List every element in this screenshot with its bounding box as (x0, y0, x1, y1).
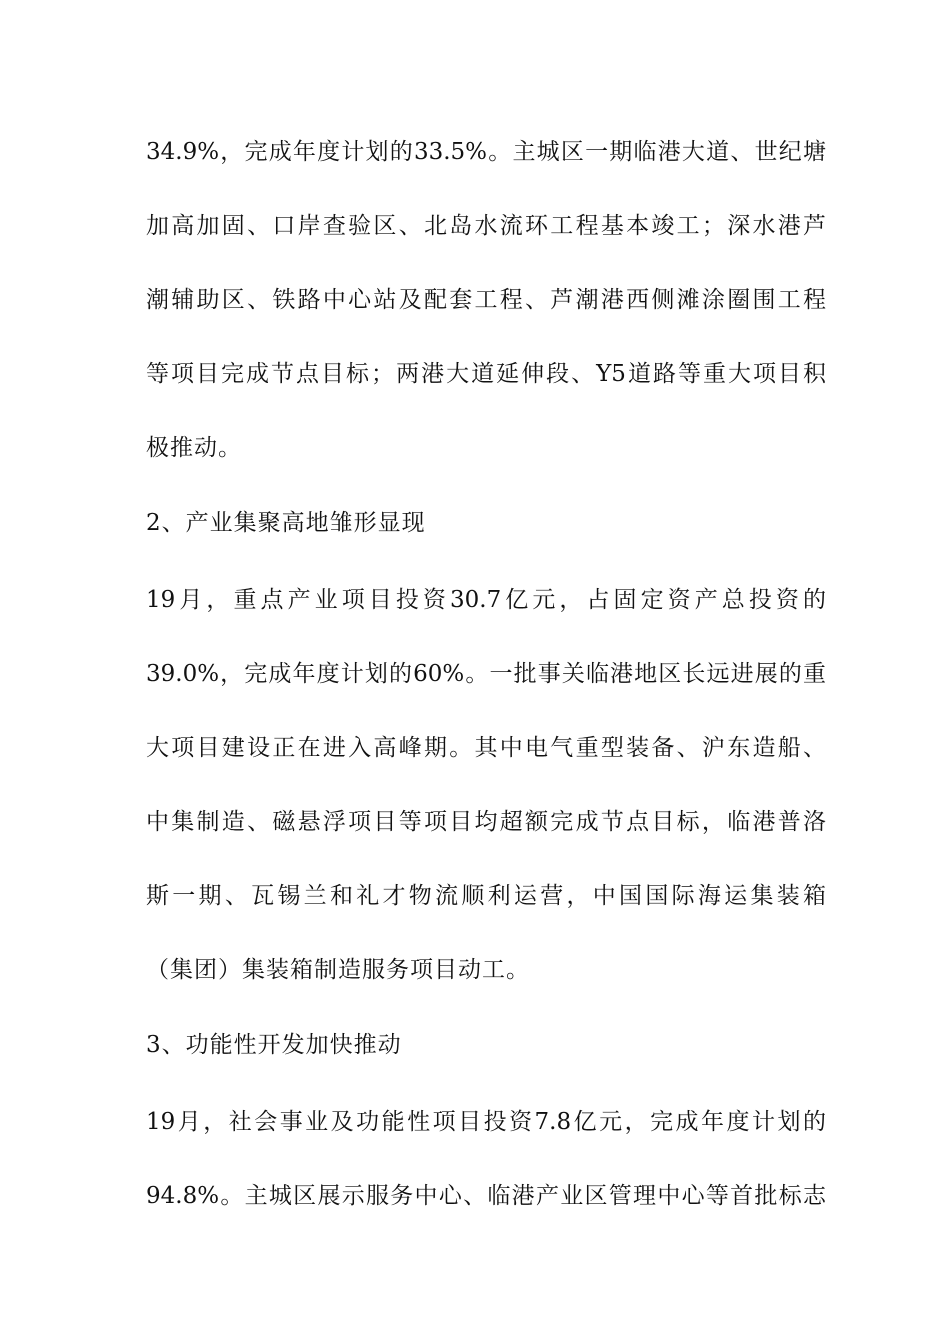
text-line: 94.8%。主城区展示服务中心、临港产业区管理中心等首批标志 (146, 1183, 826, 1209)
text-line: 斯一期、瓦锡兰和礼才物流顺利运营，中国国际海运集装箱 (146, 883, 826, 909)
section-heading: 2、产业集聚高地雏形显现 (146, 510, 426, 536)
text-line: 大项目建设正在进入高峰期。其中电气重型装备、沪东造船、 (146, 735, 826, 761)
text-line: 中集制造、磁悬浮项目等项目均超额完成节点目标，临港普洛 (146, 809, 826, 835)
text-line: 潮辅助区、铁路中心站及配套工程、芦潮港西侧滩涂圈围工程 (146, 287, 826, 313)
text-line: 19月，社会事业及功能性项目投资7.8亿元，完成年度计划的 (146, 1109, 826, 1135)
text-line: 34.9%，完成年度计划的33.5%。主城区一期临港大道、世纪塘 (146, 139, 826, 165)
text-line: 加高加固、口岸查验区、北岛水流环工程基本竣工；深水港芦 (146, 213, 826, 239)
section-heading: 3、功能性开发加快推动 (146, 1032, 402, 1058)
text-line: 19月，重点产业项目投资30.7亿元，占固定资产总投资的 (146, 587, 826, 613)
text-line: （集团）集装箱制造服务项目动工。 (146, 957, 530, 983)
text-line: 极推动。 (146, 435, 242, 461)
text-line: 39.0%，完成年度计划的60%。一批事关临港地区长远进展的重 (146, 661, 826, 687)
text-line: 等项目完成节点目标；两港大道延伸段、Y5道路等重大项目积 (146, 361, 826, 387)
